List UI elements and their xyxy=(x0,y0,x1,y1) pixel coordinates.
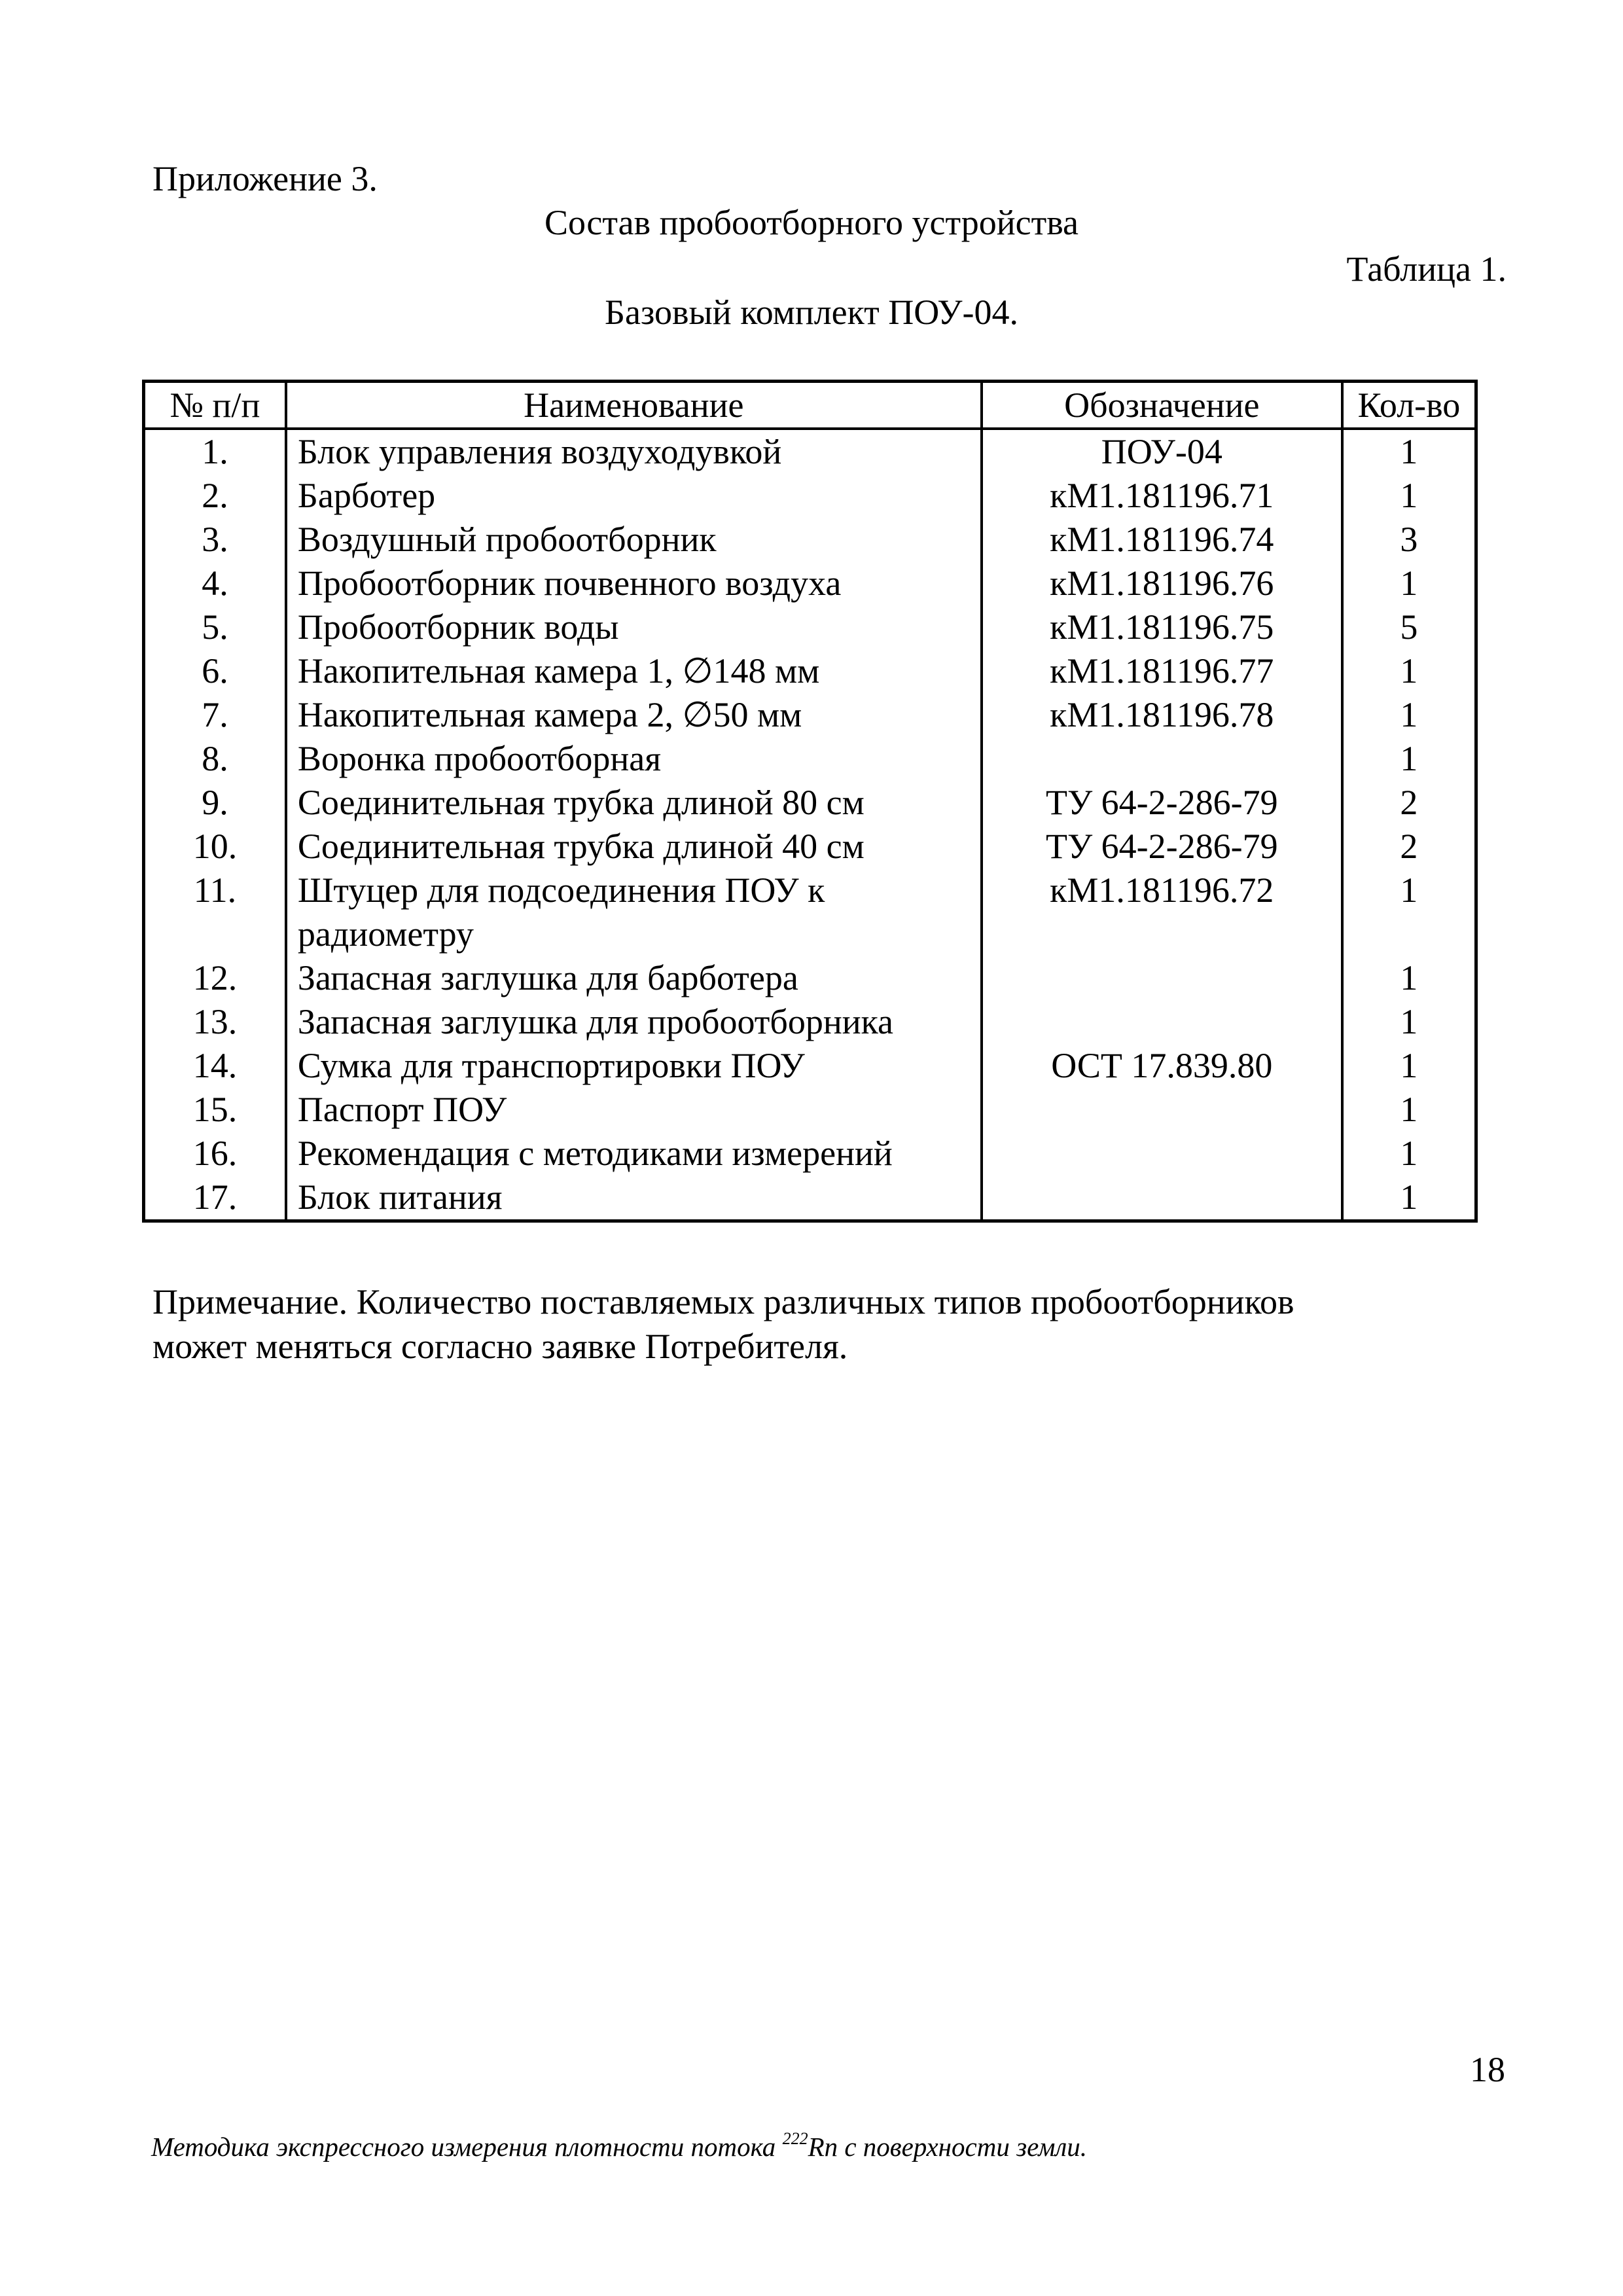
row-name: Воронка пробоотборная xyxy=(286,737,982,781)
row-number: 2. xyxy=(144,474,286,518)
footer-text-end: Rn с поверхности земли. xyxy=(808,2132,1088,2162)
row-designation: кМ1.181196.78 xyxy=(982,693,1342,737)
row-name: Запасная заглушка для пробоотборника xyxy=(286,1000,982,1044)
row-number: 11. xyxy=(144,869,286,912)
row-name: Паспорт ПОУ xyxy=(286,1088,982,1132)
table-row xyxy=(144,693,1476,737)
row-quantity: 1 xyxy=(1342,693,1476,737)
row-name: Соединительная трубка длиной 40 см xyxy=(286,825,982,869)
row-quantity: 2 xyxy=(1342,781,1476,825)
row-number: 3. xyxy=(144,518,286,562)
header-designation: Обозначение xyxy=(982,382,1342,429)
row-designation xyxy=(982,737,1342,781)
table-row xyxy=(144,737,1476,781)
row-number xyxy=(144,912,286,956)
row-designation xyxy=(982,956,1342,1000)
table-caption: Базовый комплект ПОУ-04. xyxy=(605,293,1018,332)
table-row xyxy=(144,869,1476,912)
table-row xyxy=(144,1132,1476,1175)
row-quantity: 1 xyxy=(1342,649,1476,693)
row-name: Блок управления воздуходувкой xyxy=(286,429,982,474)
kit-table xyxy=(142,380,1478,1223)
table-row xyxy=(144,649,1476,693)
row-quantity: 5 xyxy=(1342,605,1476,649)
row-designation: кМ1.181196.74 xyxy=(982,518,1342,562)
table-label: Таблица 1. xyxy=(1346,249,1507,289)
row-name: Соединительная трубка длиной 80 см xyxy=(286,781,982,825)
table-row xyxy=(144,912,1476,956)
row-designation xyxy=(982,1175,1342,1221)
row-number: 1. xyxy=(144,429,286,474)
table-header-row xyxy=(144,382,1476,429)
footer-text-start: Методика экспрессного измерения плотности потока xyxy=(151,2132,783,2162)
table-row xyxy=(144,1175,1476,1221)
row-number: 9. xyxy=(144,781,286,825)
row-designation: ТУ 64-2-286-79 xyxy=(982,781,1342,825)
row-quantity: 1 xyxy=(1342,1132,1476,1175)
row-designation: кМ1.181196.76 xyxy=(982,562,1342,605)
row-quantity: 1 xyxy=(1342,1000,1476,1044)
row-designation: ПОУ-04 xyxy=(982,429,1342,474)
row-number: 14. xyxy=(144,1044,286,1088)
row-designation: кМ1.181196.77 xyxy=(982,649,1342,693)
row-name: Воздушный пробоотборник xyxy=(286,518,982,562)
row-quantity: 1 xyxy=(1342,1175,1476,1221)
row-designation: ТУ 64-2-286-79 xyxy=(982,825,1342,869)
row-name: Штуцер для подсоединения ПОУ к xyxy=(286,869,982,912)
row-quantity: 1 xyxy=(1342,737,1476,781)
table-row xyxy=(144,825,1476,869)
row-number: 17. xyxy=(144,1175,286,1221)
note-line-1: Примечание. Количество поставляемых различных типов пробоотборников xyxy=(152,1282,1294,1321)
document-title: Состав пробоотборного устройства xyxy=(544,203,1079,242)
table-row xyxy=(144,562,1476,605)
row-quantity: 1 xyxy=(1342,1044,1476,1088)
header-quantity: Кол-во xyxy=(1342,382,1476,429)
row-number: 13. xyxy=(144,1000,286,1044)
row-number: 16. xyxy=(144,1132,286,1175)
row-designation: кМ1.181196.71 xyxy=(982,474,1342,518)
row-designation: кМ1.181196.75 xyxy=(982,605,1342,649)
row-number: 4. xyxy=(144,562,286,605)
footer-isotope-mass: 222 xyxy=(782,2129,808,2148)
row-quantity: 1 xyxy=(1342,562,1476,605)
row-number: 15. xyxy=(144,1088,286,1132)
row-name: Пробоотборник воды xyxy=(286,605,982,649)
row-quantity xyxy=(1342,912,1476,956)
table-row xyxy=(144,781,1476,825)
row-number: 5. xyxy=(144,605,286,649)
row-number: 12. xyxy=(144,956,286,1000)
row-quantity: 1 xyxy=(1342,429,1476,474)
row-quantity: 1 xyxy=(1342,1088,1476,1132)
row-name: Запасная заглушка для барботера xyxy=(286,956,982,1000)
row-designation: кМ1.181196.72 xyxy=(982,869,1342,912)
row-designation xyxy=(982,1000,1342,1044)
row-name: Сумка для транспортировки ПОУ xyxy=(286,1044,982,1088)
page-number: 18 xyxy=(1470,2050,1505,2089)
table-row xyxy=(144,1088,1476,1132)
row-quantity: 1 xyxy=(1342,869,1476,912)
note-line-2: может меняться согласно заявке Потребителя. xyxy=(152,1327,848,1366)
row-name: Барботер xyxy=(286,474,982,518)
header-number: № п/п xyxy=(144,382,286,429)
table-row xyxy=(144,429,1476,474)
row-designation xyxy=(982,1088,1342,1132)
appendix-label: Приложение 3. xyxy=(152,159,378,198)
row-name: радиометру xyxy=(286,912,982,956)
row-quantity: 1 xyxy=(1342,474,1476,518)
row-name: Накопительная камера 1, ∅148 мм xyxy=(286,649,982,693)
row-quantity: 1 xyxy=(1342,956,1476,1000)
row-designation xyxy=(982,912,1342,956)
row-number: 6. xyxy=(144,649,286,693)
footer xyxy=(151,2123,1087,2163)
table-row xyxy=(144,1044,1476,1088)
row-designation xyxy=(982,1132,1342,1175)
row-name: Рекомендация с методиками измерений xyxy=(286,1132,982,1175)
table-body xyxy=(144,429,1476,1221)
row-number: 8. xyxy=(144,737,286,781)
row-name: Пробоотборник почвенного воздуха xyxy=(286,562,982,605)
row-quantity: 2 xyxy=(1342,825,1476,869)
table-row xyxy=(144,605,1476,649)
row-number: 7. xyxy=(144,693,286,737)
header-name: Наименование xyxy=(286,382,982,429)
row-designation: ОСТ 17.839.80 xyxy=(982,1044,1342,1088)
row-name: Блок питания xyxy=(286,1175,982,1221)
row-number: 10. xyxy=(144,825,286,869)
table-row xyxy=(144,474,1476,518)
note xyxy=(152,1280,1294,1369)
row-quantity: 3 xyxy=(1342,518,1476,562)
table-row xyxy=(144,1000,1476,1044)
table-row xyxy=(144,956,1476,1000)
row-name: Накопительная камера 2, ∅50 мм xyxy=(286,693,982,737)
table-row xyxy=(144,518,1476,562)
